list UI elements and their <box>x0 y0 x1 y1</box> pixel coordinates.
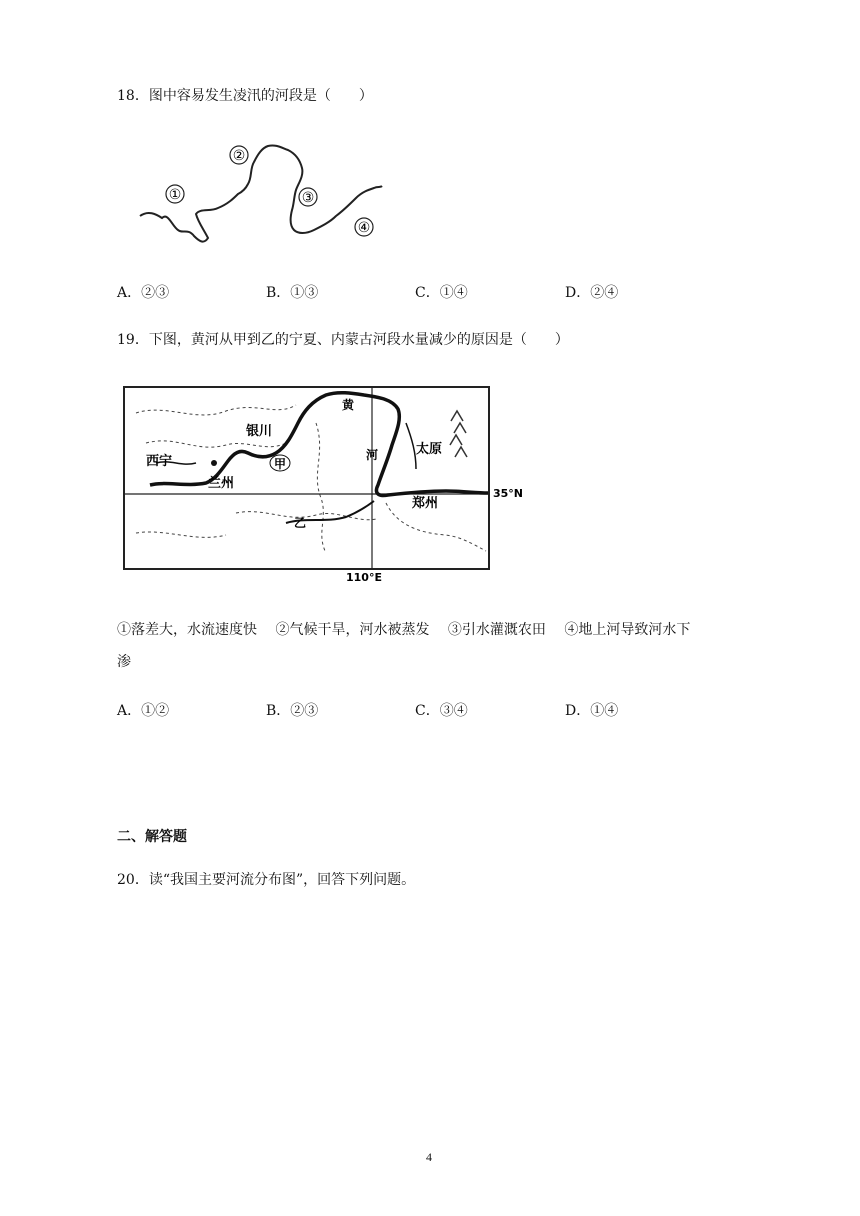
q19-reasons-line2: 渗 <box>117 654 131 670</box>
q19-option-a[interactable]: A．①② <box>117 703 170 719</box>
q18-label-4: ④ <box>357 220 371 236</box>
q18-option-a[interactable]: A．②③ <box>117 285 170 301</box>
q18-option-c[interactable]: C．①④ <box>415 285 468 301</box>
place-lanzhou: 兰州 <box>208 476 235 491</box>
q19-stem: 19．下图，黄河从甲到乙的宁夏、内蒙古河段水量减少的原因是（ ） <box>117 332 569 348</box>
q18-stem: 18．图中容易发生凌汛的河段是（ ） <box>117 88 373 104</box>
q20-stem: 20．读“我国主要河流分布图”，回答下列问题。 <box>117 872 416 888</box>
place-he: 河 <box>366 448 379 462</box>
q19-yellow-river-map <box>116 383 536 583</box>
place-xining: 西宁 <box>146 454 173 469</box>
q18-option-b[interactable]: B．①③ <box>266 285 319 301</box>
q19-option-c[interactable]: C．③④ <box>415 703 468 719</box>
q19-reasons-line1: ①落差大，水流速度快 ②气候干旱，河水被蒸发 ③引水灌溉农田 ④地上河导致河水下 <box>117 622 691 638</box>
q18-option-d[interactable]: D．②④ <box>565 285 619 301</box>
place-jia: 甲 <box>274 457 287 471</box>
q18-river-figure <box>138 138 388 250</box>
page-number: 4 <box>426 1150 432 1164</box>
q19-option-b[interactable]: B．②③ <box>266 703 319 719</box>
q19-option-d[interactable]: D．①④ <box>565 703 619 719</box>
longitude-label: 110°E <box>346 571 382 583</box>
section-heading: 二、解答题 <box>117 829 187 845</box>
latitude-label: 35°N <box>493 487 524 500</box>
place-yinchuan: 银川 <box>246 424 273 439</box>
place-yi: 乙 <box>294 516 307 530</box>
q18-label-3: ③ <box>301 190 315 206</box>
place-taiyuan: 太原 <box>416 442 443 457</box>
q18-label-1: ① <box>168 187 182 203</box>
place-zhengzhou: 郑州 <box>412 496 439 511</box>
q18-label-2: ② <box>232 148 246 164</box>
place-huang: 黄 <box>342 398 355 412</box>
